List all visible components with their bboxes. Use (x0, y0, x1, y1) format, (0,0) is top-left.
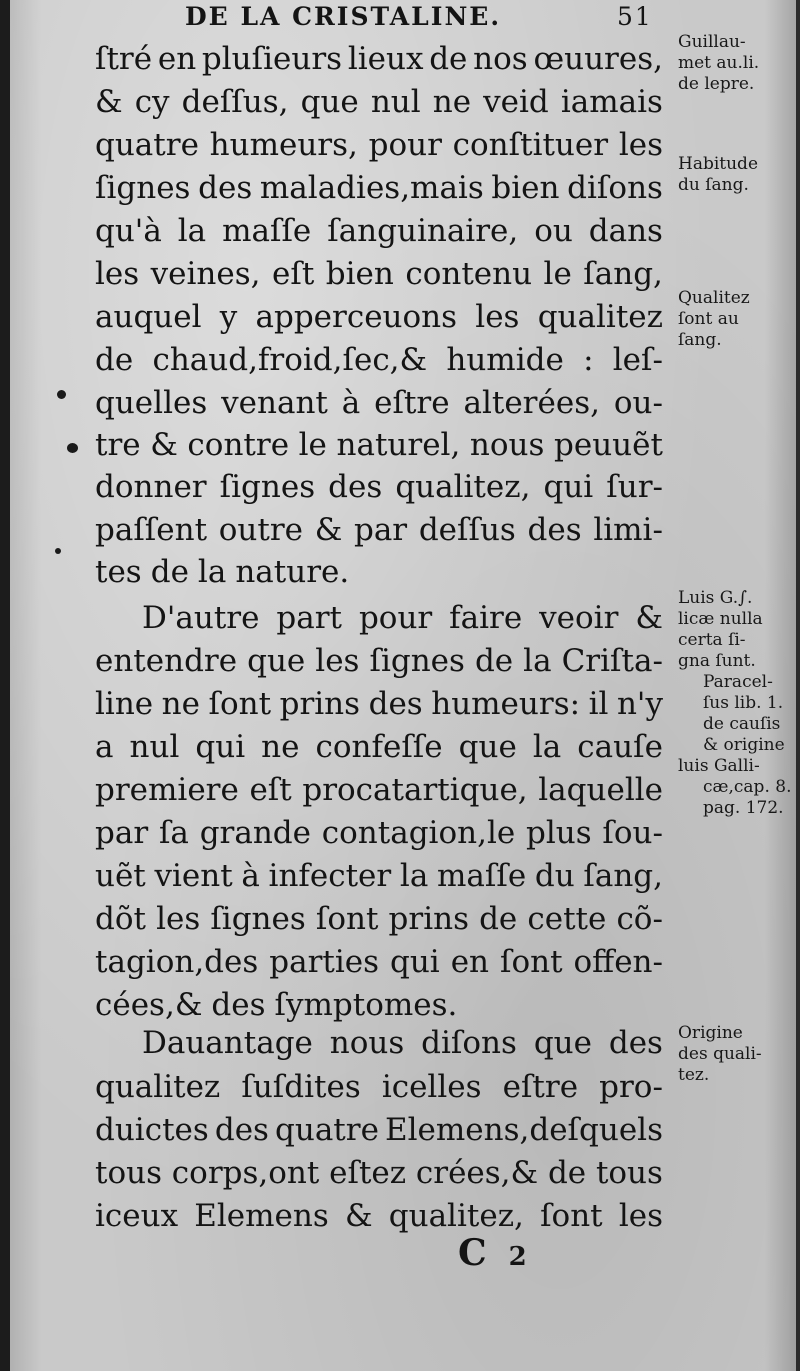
text-line (95, 1195, 663, 1237)
word: tre (95, 427, 141, 463)
margin-note-line: Qualitez (678, 288, 750, 308)
text-line (95, 81, 663, 123)
word: quatre (275, 1112, 379, 1148)
margin-note-line: pag. 172. (703, 798, 784, 818)
word: nous (469, 427, 545, 463)
word: ſymptomes. (274, 987, 458, 1023)
word: eſtez (329, 1155, 407, 1191)
word: les (618, 127, 663, 163)
word: a (95, 729, 114, 765)
word: iamais (560, 84, 663, 120)
margin-note-line: Guillau- (678, 32, 746, 52)
word: qualitez, (395, 469, 531, 505)
word: plus (526, 815, 592, 851)
text-line (95, 210, 663, 252)
word: limi- (593, 512, 663, 548)
word: quelles (95, 385, 208, 421)
margin-note-line: de cauſis (703, 714, 781, 734)
word: en (450, 944, 490, 980)
word: dans (588, 213, 663, 249)
word: ou (534, 213, 573, 249)
word: nous (329, 1025, 405, 1061)
word: nos (473, 41, 528, 77)
word: eſtre (374, 385, 450, 421)
word: des (211, 987, 266, 1023)
word: prins (279, 686, 361, 722)
word: des (608, 1025, 663, 1061)
word: deſſus, (181, 84, 289, 120)
word: humide (446, 342, 564, 378)
word: œuures, (533, 41, 663, 77)
word: Dauantage (142, 1025, 313, 1061)
word: prins (388, 901, 469, 937)
word: qualitez (95, 1069, 221, 1105)
word: peuuẽt (554, 427, 663, 463)
word: quatre (95, 127, 199, 163)
word: en (157, 41, 197, 77)
word: dõt (95, 901, 146, 937)
word: deſſus (418, 512, 516, 548)
word: paſſent (95, 512, 208, 548)
text-line (95, 855, 663, 897)
word: ſignes (219, 469, 316, 505)
text-line (142, 597, 663, 639)
word: naturel, (336, 427, 461, 463)
word: ſont (540, 1198, 603, 1234)
word: icelles (381, 1069, 482, 1105)
word: parties (269, 944, 380, 980)
margin-note-line: ſang. (678, 330, 722, 350)
word: de (95, 342, 134, 378)
word: Elemens (194, 1198, 329, 1234)
text-line (95, 1152, 663, 1194)
ink-spot (55, 548, 61, 554)
word: eſtre (502, 1069, 579, 1105)
word: cy (134, 84, 170, 120)
text-line (95, 941, 663, 983)
margin-note-line: licæ nulla (678, 609, 763, 629)
margin-note-line: tez. (678, 1065, 710, 1085)
margin-note-line: du ſang. (678, 175, 749, 195)
margin-note-line: Paracel- (703, 672, 773, 692)
word: de (479, 901, 518, 937)
word: cette (527, 901, 607, 937)
word: alterées, (463, 385, 600, 421)
word: nature. (235, 554, 350, 590)
word: eſt (272, 256, 315, 292)
text-line (95, 769, 663, 811)
word: qualitez (537, 299, 663, 335)
word: line (95, 686, 154, 722)
word: procatartique, (302, 772, 528, 808)
word: des (328, 469, 383, 505)
margin-note-line: Origine (678, 1023, 743, 1043)
word: ſont (499, 944, 563, 980)
word: Criſta- (561, 643, 663, 679)
word: des (214, 1112, 269, 1148)
word: ſont (208, 686, 272, 722)
word: ſa (158, 815, 189, 851)
text-line (95, 683, 663, 725)
word: ſtré (95, 41, 153, 77)
page-number: 51 (617, 2, 653, 31)
text-line (95, 640, 663, 682)
word: bien (491, 170, 560, 206)
running-title: DE LA CRISTALINE. (185, 2, 502, 31)
word: humeurs, (209, 127, 358, 163)
word: que (458, 729, 517, 765)
text-line (95, 124, 663, 166)
word: faire (449, 600, 523, 636)
word: qualitez, (388, 1198, 524, 1234)
word: qui (195, 729, 246, 765)
word: premiere (95, 772, 239, 808)
text-line (95, 726, 663, 768)
word: la (399, 858, 429, 894)
scan-left-edge (0, 0, 10, 1371)
signature-mark (458, 1232, 527, 1274)
word: la (532, 729, 562, 765)
text-line (95, 38, 663, 80)
word: maladies,mais (259, 170, 484, 206)
word: les (95, 256, 140, 292)
word: diſons (421, 1025, 517, 1061)
margin-note (678, 588, 800, 819)
word: ne (261, 729, 300, 765)
word: contre (187, 427, 290, 463)
word: duictes (95, 1112, 209, 1148)
word: que (300, 84, 359, 120)
margin-note (678, 288, 800, 351)
text-line (95, 898, 663, 940)
text-line (95, 551, 663, 593)
word: maſſe (437, 858, 527, 894)
word: & (344, 1198, 373, 1234)
ink-spot (57, 390, 66, 399)
word: de (547, 1155, 587, 1191)
word: cõ- (616, 901, 663, 937)
word: laquelle (538, 772, 663, 808)
word: infecter (268, 858, 392, 894)
margin-note (678, 1023, 800, 1086)
margin-note-line: Luis G.∫. (678, 588, 753, 608)
word: veoir (539, 600, 619, 636)
word: confeſſe (315, 729, 443, 765)
word: que (247, 643, 306, 679)
margin-note-line: de lepre. (678, 74, 755, 94)
margin-note-line: Habitude (678, 154, 759, 174)
margin-note-line: & origine (703, 735, 785, 755)
word: à (341, 385, 361, 421)
word: que (533, 1025, 592, 1061)
word: tous (95, 1155, 162, 1191)
word: qui (390, 944, 440, 980)
running-header (150, 2, 670, 32)
word: cauſe (577, 729, 663, 765)
word: de (150, 554, 189, 590)
word: outre (218, 512, 303, 548)
word: auquel (95, 299, 202, 335)
word: & (150, 427, 178, 463)
text-line (95, 509, 663, 551)
text-line (95, 812, 663, 854)
word: ſont (315, 901, 379, 937)
word: il (588, 686, 609, 722)
word: : (583, 342, 594, 378)
word: ſuſdites (241, 1069, 361, 1105)
word: corps,ont (171, 1155, 320, 1191)
text-line (95, 424, 663, 466)
text-line (95, 1109, 663, 1151)
word: & (635, 600, 663, 636)
word: pro- (599, 1069, 663, 1105)
word: par (95, 815, 149, 851)
word: conſtituer (452, 127, 609, 163)
word: vient (154, 858, 233, 894)
word: pour (358, 600, 433, 636)
word: veid (483, 84, 549, 120)
word: la (523, 643, 552, 679)
word: ne (432, 84, 472, 120)
word: lieux (347, 41, 424, 77)
word: ſignes (210, 901, 306, 937)
word: ſang, (583, 858, 663, 894)
word: les (315, 643, 360, 679)
margin-note-line: ſont au (678, 309, 739, 329)
word: tes (95, 554, 142, 590)
word: part (276, 600, 342, 636)
word: du (534, 858, 575, 894)
word: diſons (567, 170, 663, 206)
word: nul (370, 84, 421, 120)
word: venant (221, 385, 328, 421)
text-line (95, 1066, 663, 1108)
word: les (475, 299, 520, 335)
word: & (95, 84, 123, 120)
word: n'y (616, 686, 663, 722)
word: y (219, 299, 238, 335)
book-page (10, 0, 796, 1371)
word: ſur- (606, 469, 663, 505)
word: nul (129, 729, 180, 765)
margin-note-line: cæ,cap. 8. (703, 777, 792, 797)
word: le (298, 427, 327, 463)
word: ſang, (583, 256, 663, 292)
word: tagion,des (95, 944, 259, 980)
text-line (95, 984, 663, 1026)
signature-letter: C (458, 1232, 487, 1274)
margin-note-line: luis Galli- (678, 756, 760, 776)
margin-note-line: met au.li. (678, 53, 760, 73)
word: qui (543, 469, 594, 505)
word: ſou- (602, 815, 663, 851)
ink-spot (67, 443, 78, 453)
word: pour (368, 127, 442, 163)
text-line (95, 382, 663, 424)
word: uẽt (95, 858, 146, 894)
word: les (618, 1198, 663, 1234)
word: leſ- (612, 342, 663, 378)
word: ne (161, 686, 200, 722)
margin-note-line: certa ſi- (678, 630, 746, 650)
margin-note-line: gna ſunt. (678, 651, 756, 671)
word: entendre (95, 643, 238, 679)
word: de (429, 41, 468, 77)
word: le (543, 256, 572, 292)
text-line (142, 1022, 663, 1064)
word: Elemens,deſquels (384, 1112, 663, 1148)
word: contagion,le (321, 815, 516, 851)
word: humeurs: (431, 686, 581, 722)
word: pluſieurs (201, 41, 343, 77)
word: des (198, 170, 253, 206)
margin-note-line: ſus lib. 1. (703, 693, 784, 713)
word: & (314, 512, 343, 548)
signature-number: 2 (508, 1242, 527, 1272)
word: cées,& (95, 987, 203, 1023)
text-line (95, 466, 663, 508)
word: à (241, 858, 260, 894)
word: ou- (613, 385, 663, 421)
word: ſignes (369, 643, 465, 679)
word: contenu (405, 256, 533, 292)
word: ſanguinaire, (327, 213, 519, 249)
text-line (95, 167, 663, 209)
margin-note (678, 154, 800, 196)
word: grande (199, 815, 311, 851)
word: iceux (95, 1198, 179, 1234)
word: eſt (249, 772, 292, 808)
text-line (95, 253, 663, 295)
word: ſignes (95, 170, 191, 206)
word: veines, (150, 256, 261, 292)
word: la (177, 213, 207, 249)
word: maſſe (222, 213, 312, 249)
word: offen- (573, 944, 663, 980)
word: qu'à (95, 213, 162, 249)
word: les (156, 901, 201, 937)
word: tous (595, 1155, 663, 1191)
word: des (368, 686, 423, 722)
text-line (95, 339, 663, 381)
margin-note (678, 32, 800, 95)
word: apperceuons (255, 299, 458, 335)
word: des (527, 512, 582, 548)
word: de (474, 643, 514, 679)
word: bien (325, 256, 394, 292)
word: chaud,froid,ſec,& (152, 342, 428, 378)
word: crées,& (415, 1155, 539, 1191)
word: la (197, 554, 227, 590)
margin-note-line: des quali- (678, 1044, 762, 1064)
word: D'autre (142, 600, 260, 636)
word: donner (95, 469, 207, 505)
word: par (353, 512, 408, 548)
text-line (95, 296, 663, 338)
